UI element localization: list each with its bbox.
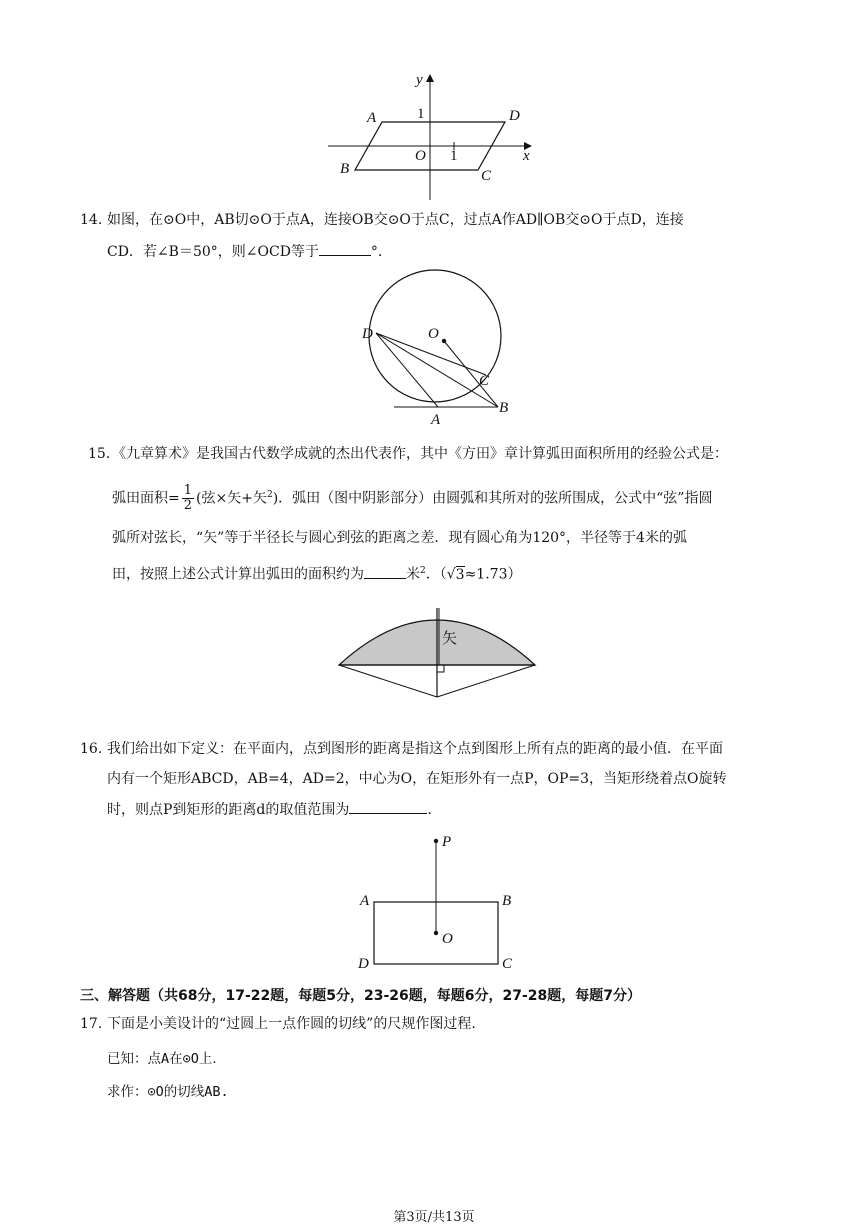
q14-number: 14.: [80, 212, 103, 228]
label-shi: 矢: [442, 631, 458, 647]
q14-answer-blank[interactable]: [319, 241, 371, 256]
q15-number: 15.: [88, 446, 111, 462]
q17-known: 已知：点A在⊙O上．: [107, 1051, 226, 1067]
q15-line2: 弧田面积= $\frac{1}{2}$ (弦×矢+矢$^2$)．弧田（图中阴影部分）由圆弧和其所对的弦所围成，公式中“弦”指圆: [112, 483, 713, 513]
q17-construct: 求作：⊙O的切线AB.: [107, 1084, 229, 1100]
q16-line1: 我们给出如下定义：在平面内，点到图形的距离是指这个点到图形上所有点的距离的最小值．在平面: [107, 741, 723, 757]
label-one-x: 1: [450, 148, 458, 164]
q15-answer-blank[interactable]: [364, 564, 406, 579]
q15-line1: 《九章算术》是我国古代数学成就的杰出代表作，其中《方田》章计算弧田面积所用的经验公式是：: [112, 446, 728, 462]
label-O: O: [415, 148, 426, 164]
q14-line2-text: CD．若∠B＝50°，则∠OCD等于: [107, 244, 319, 260]
label-A: A: [367, 110, 377, 126]
q14-line1: 如图，在⊙O中，AB切⊙O于点A，连接OB交⊙O于点C，过点A作AD∥OB交⊙O于点D，连接: [107, 212, 684, 228]
label-O: O: [428, 326, 439, 342]
q16-number: 16.: [80, 741, 103, 757]
section-heading: 三、解答题（共68分，17-22题，每题5分，23-26题，每题6分，27-28题，每题7分）: [80, 988, 642, 1004]
q14-line2-end: °.: [370, 244, 383, 260]
q16-answer-blank[interactable]: [349, 799, 427, 814]
label-D: D: [358, 956, 369, 972]
label-B: B: [499, 400, 509, 416]
label-C: C: [481, 168, 492, 184]
q17-line1: 下面是小美设计的“过圆上一点作圆的切线”的尺规作图过程.: [107, 1016, 476, 1032]
q15-formula-label: 弧田面积=: [112, 490, 180, 507]
label-D: D: [509, 108, 520, 124]
label-O: O: [442, 931, 453, 947]
figure-16-rectangle: [355, 830, 525, 975]
q15-line4: 田，按照上述公式计算出弧田的面积约为 米$^2$．（√3≈1.73）: [112, 561, 521, 585]
q17-number: 17.: [80, 1016, 103, 1032]
label-one-y: 1: [417, 106, 425, 122]
label-A: A: [431, 412, 441, 428]
label-C: C: [502, 956, 513, 972]
label-D: D: [362, 326, 373, 342]
q16-line3: 时，则点P到矩形的距离d的取值范围为 .: [107, 799, 432, 820]
fraction-one-half: $\frac{1}{2}$: [183, 483, 193, 513]
label-C: C: [479, 373, 490, 389]
label-A: A: [360, 893, 370, 909]
label-x: x: [523, 148, 530, 164]
sqrt-symbol: √: [446, 566, 456, 583]
page-footer: 第3页/共13页: [393, 1210, 475, 1225]
label-B: B: [502, 893, 512, 909]
q15-line3: 弧所对弦长，“矢”等于半径长与圆心到弦的距离之差．现有圆心角为120°，半径等于4米的弧: [112, 530, 687, 546]
figure-13-parallelogram: [320, 70, 540, 205]
label-B: B: [340, 161, 350, 177]
label-y: y: [416, 72, 423, 88]
label-P: P: [442, 834, 452, 850]
q14-line2: [107, 241, 382, 262]
q16-line2: 内有一个矩形ABCD，AB=4，AD=2，中心为O，在矩形外有一点P，OP=3，当矩形绕着点O旋转: [107, 771, 727, 787]
figure-15-arc-field: [336, 605, 540, 700]
figure-14-circle: [360, 270, 520, 428]
